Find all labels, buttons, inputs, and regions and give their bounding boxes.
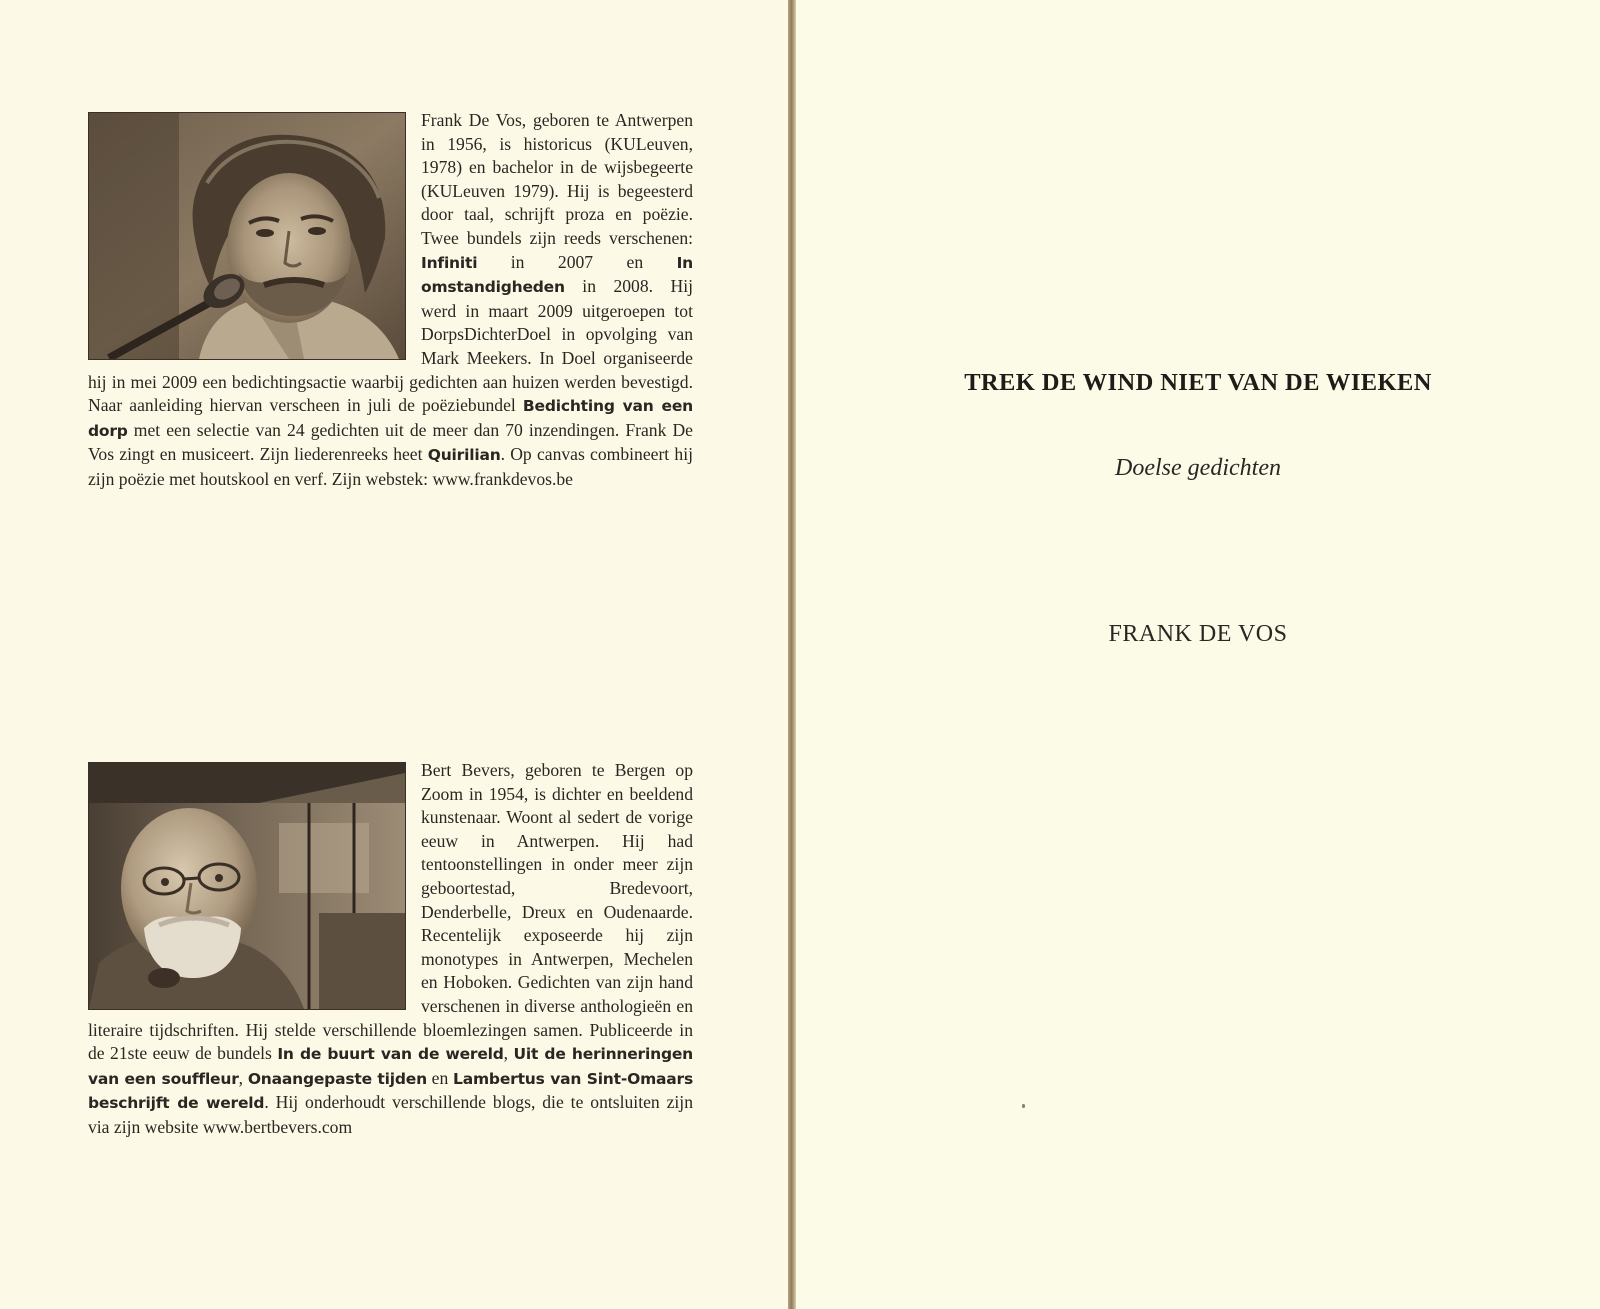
bio-text: ,	[503, 1043, 514, 1064]
author-name: FRANK DE VOS	[1108, 621, 1288, 647]
bio-text: ,	[238, 1067, 248, 1088]
bio-text: en	[426, 1067, 454, 1088]
right-page-title-page	[796, 0, 1600, 1309]
bio-text: Bert Bevers, geboren te Bergen op Zoom in 1954, is dichter en beeldend kunstenaar. Woont al sedert de vorige eeuw in Antwerpen. Hij had tentoonstellingen in onder meer zijn geboortestad, Bredevoort, Denderbelle, Dreux en Oudenaarde. Recentelijk exposeerde hij zijn monotypes in Antwerpen, Mechelen en Hoboken. Gedichten van zijn hand verschenen in diverse anthologieën en literaire tijdschriften. Hij stelde verschillende bloemlezingen samen. Publiceerde in de 21ste eeuw de bundels	[88, 760, 693, 1064]
book-title: In de buurt van de wereld	[277, 1045, 504, 1064]
author-bio-bert-bevers	[88, 759, 693, 1140]
left-page	[0, 0, 788, 1309]
book-title-heading: TREK DE WIND NIET VAN DE WIEKEN	[964, 369, 1432, 396]
bio-text: in 2007 en	[477, 251, 677, 272]
bio-text: . Hij onderhoudt verschillende blogs, die te ontsluiten zijn via zijn website www.bertbevers.com	[88, 1092, 693, 1137]
book-subtitle: Doelse gedichten	[1115, 455, 1281, 481]
book-title: Onaangepaste tijden	[247, 1069, 427, 1088]
book-spine-gutter	[788, 0, 796, 1309]
paper-speck	[1022, 1104, 1025, 1108]
bio-text: . Op canvas combineert hij zijn poëzie met houtskool en verf. Zijn webstek: www.frankdevos.be	[88, 444, 694, 489]
bio-text: met een selectie van 24 gedichten uit de meer dan 70 inzendingen. Frank De Vos zingt en musiceert. Zijn liederenreeks heet	[88, 419, 693, 465]
book-title: Lambertus van Sint-Omaars beschrijft de wereld	[88, 1069, 694, 1113]
bio-text: Frank De Vos, geboren te Antwerpen in 1956, is historicus (KULeuven, 1978) en bachelor in de wijsbegeerte (KULeuven 1979). Hij is begeesterd door taal, schrijft proza en poëzie. Twee bundels zijn reeds verschenen:	[421, 110, 693, 248]
book-title: Bedichting van een dorp	[88, 397, 693, 440]
book-title: Uit de herinneringen van een souffleur	[88, 1045, 693, 1088]
book-title: Infiniti	[421, 253, 478, 272]
author-bio-frank-de-vos	[88, 109, 693, 492]
bio-text: in 2008. Hij werd in maart 2009 uitgeroepen tot DorpsDichterDoel in opvolging van Mark Meekers. In Doel organiseerde hij in mei 2009 een bedichtingsactie waarbij gedichten aan huizen werden bevestigd. Naar aanleiding hiervan verscheen in juli de poëziebundel	[88, 276, 693, 416]
portrait-photo-bert-bevers	[88, 762, 406, 1010]
book-title: In omstandigheden	[421, 253, 693, 297]
song-series-title: Quirilian	[427, 446, 501, 465]
portrait-photo-frank-de-vos	[88, 112, 406, 360]
